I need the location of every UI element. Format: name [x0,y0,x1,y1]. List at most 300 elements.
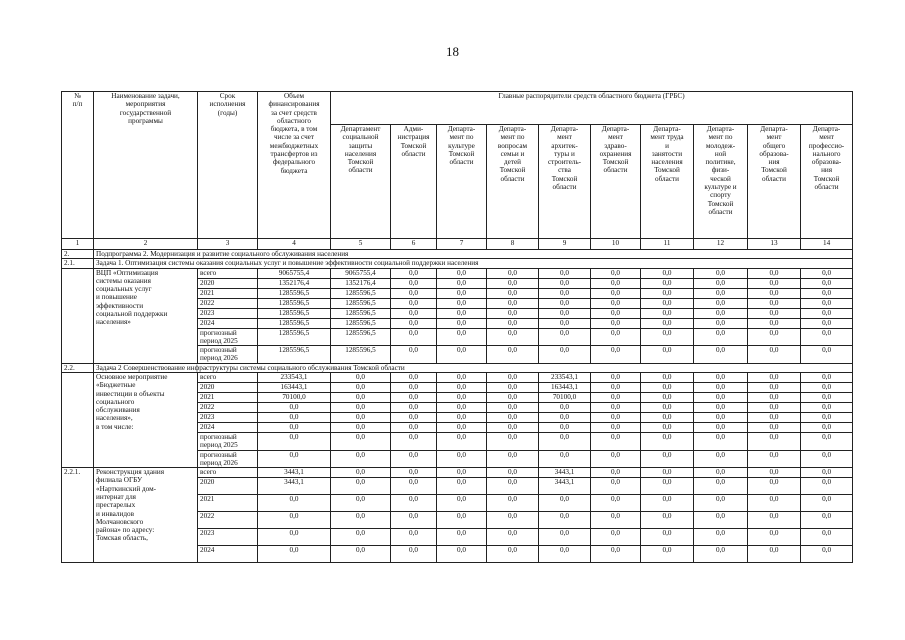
col-number: 5 [331,239,391,250]
grbs-value-cell: 0,0 [801,298,853,308]
grbs-value-cell: 0,0 [539,288,591,298]
grbs-value-cell: 0,0 [391,422,437,432]
grbs-value-cell: 0,0 [539,422,591,432]
grbs-value-cell: 0,0 [487,546,539,563]
grbs-value-cell: 0,0 [694,346,748,364]
grbs-value-cell: 0,0 [331,450,391,468]
grbs-value-cell: 0,0 [391,382,437,392]
measure-name: Основное мероприятие «Бюджетные инвестиции в объекты социального обслуживания населения», в том числе: [94,372,198,467]
grbs-value-cell: 0,0 [391,512,437,529]
grbs-value-cell: 0,0 [591,382,641,392]
grbs-value-cell: 0,0 [801,278,853,288]
subprogram-row [62,250,853,259]
header-volume: Объем финансирования за счет средств областного бюджета, в том числе за счет межбюджетных трансфертов из федерального бюджета [258,92,331,239]
grbs-value-cell: 0,0 [641,512,694,529]
volume-cell: 0,0 [258,495,331,512]
grbs-value-cell: 0,0 [748,278,801,288]
grbs-value-cell: 0,0 [591,278,641,288]
col-number: 10 [591,239,641,250]
grbs-value-cell: 0,0 [641,392,694,402]
grbs-value-cell: 0,0 [591,402,641,412]
grbs-value-cell: 0,0 [801,512,853,529]
volume-cell: 1285596,5 [258,328,331,346]
grbs-value-cell: 0,0 [539,318,591,328]
grbs-value-cell: 1285596,5 [331,346,391,364]
grbs-value-cell: 3443,1 [539,468,591,478]
volume-cell: 0,0 [258,432,331,450]
grbs-value-cell: 3443,1 [539,478,591,495]
grbs-value-cell: 0,0 [391,468,437,478]
grbs-value-cell: 0,0 [487,412,539,422]
grbs-value-cell: 0,0 [694,382,748,392]
grbs-value-cell: 0,0 [487,372,539,382]
term-cell: 2024 [198,318,258,328]
term-cell: прогнозный период 2025 [198,432,258,450]
grbs-value-cell: 0,0 [391,308,437,318]
grbs-value-cell: 0,0 [801,432,853,450]
grbs-value-cell: 0,0 [694,392,748,402]
grbs-value-cell: 0,0 [801,495,853,512]
grbs-value-cell: 0,0 [801,392,853,402]
volume-cell: 70100,0 [258,392,331,402]
row-number: 2.2. [62,363,94,372]
grbs-value-cell: 70100,0 [539,392,591,402]
col-number: 13 [748,239,801,250]
volume-cell: 0,0 [258,450,331,468]
grbs-value-cell: 0,0 [437,372,487,382]
grbs-value-cell: 0,0 [801,546,853,563]
grbs-value-cell: 0,0 [391,450,437,468]
grbs-value-cell: 0,0 [694,450,748,468]
header-grbs-title: Главные распорядители средств областного бюджета (ГРБС) [331,92,853,125]
grbs-value-cell: 1285596,5 [331,298,391,308]
grbs-value-cell: 0,0 [331,478,391,495]
grbs-value-cell: 0,0 [591,318,641,328]
grbs-value-cell: 0,0 [694,412,748,422]
grbs-value-cell: 0,0 [391,402,437,412]
grbs-value-cell: 0,0 [748,529,801,546]
grbs-value-cell: 0,0 [694,512,748,529]
col-number: 9 [539,239,591,250]
page-number: 18 [446,44,459,59]
grbs-value-cell: 0,0 [591,478,641,495]
volume-cell: 0,0 [258,412,331,422]
grbs-value-cell: 0,0 [437,268,487,278]
volume-cell: 0,0 [258,546,331,563]
rec-rows [62,468,853,563]
volume-cell: 1285596,5 [258,308,331,318]
grbs-value-cell: 233543,1 [539,372,591,382]
grbs-value-cell: 0,0 [331,546,391,563]
grbs-value-cell: 0,0 [641,495,694,512]
grbs-value-cell: 0,0 [487,328,539,346]
term-cell: 2023 [198,529,258,546]
row-number: 2. [62,250,94,259]
measure-name: ВЦП «Оптимизация системы оказания социальных услуг и повышение эффективности социальной поддержки населения» [94,268,198,363]
term-cell: прогнозный период 2025 [198,328,258,346]
volume-cell: 1285596,5 [258,288,331,298]
grbs-value-cell: 0,0 [694,495,748,512]
grbs-value-cell: 0,0 [539,402,591,412]
grbs-value-cell: 0,0 [801,288,853,298]
grbs-value-cell: 0,0 [641,278,694,288]
om-rows [62,372,853,467]
grbs-value-cell: 0,0 [641,346,694,364]
grbs-value-cell: 0,0 [694,328,748,346]
grbs-value-cell: 0,0 [391,298,437,308]
grbs-value-cell: 0,0 [641,268,694,278]
grbs-header: Департа- мент профессио- нального образова- ния Томской области [801,125,853,239]
grbs-value-cell: 0,0 [801,402,853,412]
grbs-value-cell: 0,0 [694,298,748,308]
volume-cell: 0,0 [258,512,331,529]
table-row [62,268,853,278]
grbs-header: Департа- мент по молодеж- ной политике, физи- ческой культуре и спорту Томской области [694,125,748,239]
term-cell: 2022 [198,298,258,308]
grbs-value-cell: 0,0 [437,382,487,392]
grbs-value-cell: 0,0 [641,328,694,346]
grbs-value-cell: 0,0 [591,495,641,512]
term-cell: всего [198,468,258,478]
grbs-value-cell: 0,0 [391,372,437,382]
term-cell: 2020 [198,478,258,495]
grbs-value-cell: 0,0 [591,450,641,468]
grbs-value-cell: 0,0 [487,529,539,546]
grbs-value-cell: 0,0 [801,529,853,546]
term-cell: 2022 [198,512,258,529]
grbs-value-cell: 0,0 [748,308,801,318]
grbs-value-cell: 0,0 [487,278,539,288]
task-row [62,259,853,268]
grbs-value-cell: 163443,1 [539,382,591,392]
grbs-value-cell: 0,0 [487,382,539,392]
header-num: № п/п [62,92,94,239]
grbs-header: Департа- мент по культуре Томской области [437,125,487,239]
grbs-value-cell: 0,0 [641,308,694,318]
measure-name: Реконструкция здания филиала ОГБУ «Нарткинский дом- интернат для престарелых и инвалидов Молчановского района» по адресу: Томская область, [94,468,198,563]
grbs-value-cell: 0,0 [694,268,748,278]
col-number: 8 [487,239,539,250]
grbs-value-cell: 0,0 [539,298,591,308]
grbs-value-cell: 0,0 [748,512,801,529]
grbs-value-cell: 1352176,4 [331,278,391,288]
grbs-value-cell: 9065755,4 [331,268,391,278]
grbs-value-cell: 0,0 [694,422,748,432]
grbs-value-cell: 0,0 [437,546,487,563]
grbs-value-cell: 0,0 [539,512,591,529]
grbs-value-cell: 0,0 [694,432,748,450]
grbs-value-cell: 0,0 [748,328,801,346]
grbs-value-cell: 0,0 [801,268,853,278]
grbs-value-cell: 0,0 [391,412,437,422]
term-cell: 2022 [198,402,258,412]
grbs-value-cell: 0,0 [641,318,694,328]
grbs-value-cell: 0,0 [487,432,539,450]
grbs-value-cell: 0,0 [641,546,694,563]
grbs-value-cell: 0,0 [748,546,801,563]
grbs-value-cell: 0,0 [694,278,748,288]
grbs-value-cell: 0,0 [748,298,801,308]
grbs-value-cell: 0,0 [539,495,591,512]
grbs-header: Департа- мент архитек- туры и строитель- ства Томской области [539,125,591,239]
grbs-value-cell: 0,0 [437,318,487,328]
grbs-value-cell: 0,0 [331,495,391,512]
grbs-value-cell: 0,0 [331,372,391,382]
grbs-value-cell: 0,0 [591,412,641,422]
grbs-value-cell: 0,0 [437,412,487,422]
budget-table [61,91,853,563]
grbs-value-cell: 0,0 [641,402,694,412]
col-number: 12 [694,239,748,250]
grbs-value-cell: 0,0 [391,288,437,298]
grbs-value-cell: 1285596,5 [331,288,391,298]
grbs-value-cell: 0,0 [437,402,487,412]
col-number: 1 [62,239,94,250]
grbs-value-cell: 0,0 [391,268,437,278]
grbs-value-cell: 0,0 [539,450,591,468]
grbs-value-cell: 0,0 [391,328,437,346]
grbs-value-cell: 0,0 [591,328,641,346]
grbs-value-cell: 0,0 [539,278,591,288]
grbs-value-cell: 0,0 [641,372,694,382]
column-number-row [62,239,853,250]
grbs-value-cell: 0,0 [641,450,694,468]
grbs-value-cell: 0,0 [391,546,437,563]
grbs-value-cell: 0,0 [801,478,853,495]
term-cell: всего [198,372,258,382]
term-cell: 2021 [198,288,258,298]
term-cell: прогнозный период 2026 [198,450,258,468]
grbs-value-cell: 0,0 [539,346,591,364]
grbs-value-cell: 0,0 [591,298,641,308]
table-row [62,468,853,478]
grbs-value-cell: 0,0 [748,318,801,328]
grbs-value-cell: 0,0 [331,529,391,546]
col-number: 6 [391,239,437,250]
header-term: Срок исполнения (годы) [198,92,258,239]
grbs-value-cell: 0,0 [748,402,801,412]
term-cell: 2023 [198,308,258,318]
grbs-value-cell: 0,0 [437,512,487,529]
grbs-value-cell: 0,0 [801,412,853,422]
grbs-value-cell: 0,0 [748,382,801,392]
grbs-value-cell: 0,0 [539,328,591,346]
grbs-value-cell: 0,0 [591,288,641,298]
grbs-value-cell: 0,0 [694,478,748,495]
grbs-value-cell: 0,0 [641,298,694,308]
grbs-value-cell: 0,0 [801,372,853,382]
grbs-value-cell: 0,0 [591,392,641,402]
grbs-value-cell: 0,0 [487,422,539,432]
volume-cell: 1285596,5 [258,346,331,364]
grbs-value-cell: 0,0 [391,392,437,402]
grbs-header: Департа- мент по вопросам семьи и детей Томской области [487,125,539,239]
grbs-value-cell: 0,0 [748,432,801,450]
grbs-value-cell: 0,0 [487,298,539,308]
grbs-value-cell: 0,0 [437,450,487,468]
col-number: 7 [437,239,487,250]
grbs-value-cell: 0,0 [331,412,391,422]
term-cell: 2020 [198,278,258,288]
grbs-value-cell: 0,0 [331,422,391,432]
grbs-value-cell: 0,0 [437,468,487,478]
grbs-value-cell: 0,0 [539,412,591,422]
grbs-value-cell: 0,0 [748,288,801,298]
grbs-value-cell: 0,0 [801,318,853,328]
grbs-value-cell: 0,0 [641,432,694,450]
grbs-value-cell: 1285596,5 [331,318,391,328]
volume-cell: 3443,1 [258,468,331,478]
grbs-value-cell: 0,0 [437,288,487,298]
volume-cell: 163443,1 [258,382,331,392]
grbs-value-cell: 0,0 [591,529,641,546]
grbs-value-cell: 0,0 [539,432,591,450]
volume-cell: 9065755,4 [258,268,331,278]
grbs-value-cell: 0,0 [487,346,539,364]
row-number [62,268,94,363]
grbs-value-cell: 0,0 [487,392,539,402]
col-number: 11 [641,239,694,250]
table-row [62,372,853,382]
grbs-value-cell: 0,0 [591,372,641,382]
volume-cell: 0,0 [258,402,331,412]
header-name: Наименование задачи, мероприятия государственной программы [94,92,198,239]
grbs-value-cell: 0,0 [591,468,641,478]
term-cell: всего [198,268,258,278]
grbs-value-cell: 0,0 [591,512,641,529]
term-cell: 2024 [198,422,258,432]
grbs-value-cell: 0,0 [801,468,853,478]
grbs-value-cell: 0,0 [591,346,641,364]
grbs-value-cell: 0,0 [487,308,539,318]
grbs-value-cell: 0,0 [539,546,591,563]
grbs-value-cell: 0,0 [331,392,391,402]
grbs-value-cell: 0,0 [437,392,487,402]
grbs-value-cell: 0,0 [539,529,591,546]
grbs-value-cell: 0,0 [391,495,437,512]
grbs-value-cell: 0,0 [801,422,853,432]
grbs-value-cell: 0,0 [641,288,694,298]
term-cell: 2021 [198,495,258,512]
grbs-value-cell: 0,0 [694,529,748,546]
grbs-value-cell: 0,0 [487,402,539,412]
grbs-value-cell: 0,0 [641,422,694,432]
col-number: 2 [94,239,198,250]
grbs-value-cell: 0,0 [437,478,487,495]
grbs-value-cell: 0,0 [694,546,748,563]
grbs-value-cell: 0,0 [539,308,591,318]
grbs-value-cell: 0,0 [391,346,437,364]
grbs-value-cell: 0,0 [748,478,801,495]
volume-cell: 1285596,5 [258,298,331,308]
grbs-value-cell: 0,0 [391,529,437,546]
grbs-value-cell: 0,0 [694,308,748,318]
grbs-value-cell: 0,0 [801,328,853,346]
grbs-value-cell: 1285596,5 [331,308,391,318]
grbs-value-cell: 0,0 [801,382,853,392]
volume-cell: 1352176,4 [258,278,331,288]
row-number: 2.2.1. [62,468,94,563]
term-cell: 2023 [198,412,258,422]
task-title: Задача 1. Оптимизация системы оказания социальных услуг и повышение эффективности социальной поддержки населения [94,259,853,268]
grbs-value-cell: 0,0 [437,495,487,512]
grbs-value-cell: 0,0 [641,478,694,495]
grbs-value-cell: 0,0 [487,450,539,468]
grbs-value-cell: 0,0 [748,450,801,468]
grbs-value-cell: 0,0 [331,432,391,450]
grbs-value-cell: 0,0 [437,529,487,546]
grbs-value-cell: 0,0 [748,495,801,512]
term-cell: 2021 [198,392,258,402]
task-row [62,363,853,372]
grbs-value-cell: 1285596,5 [331,328,391,346]
grbs-value-cell: 0,0 [694,402,748,412]
grbs-value-cell: 0,0 [801,450,853,468]
grbs-header: Департамент социальной защиты населения Томской области [331,125,391,239]
grbs-value-cell: 0,0 [391,478,437,495]
grbs-value-cell: 0,0 [694,318,748,328]
volume-cell: 0,0 [258,422,331,432]
task-title: Задача 2 Совершенствование инфраструктуры системы социального обслуживания Томской области [94,363,853,372]
grbs-value-cell: 0,0 [591,422,641,432]
grbs-value-cell: 0,0 [437,432,487,450]
grbs-header: Адми- нистрация Томской области [391,125,437,239]
volume-cell: 233543,1 [258,372,331,382]
grbs-value-cell: 0,0 [748,372,801,382]
grbs-value-cell: 0,0 [641,382,694,392]
grbs-value-cell: 0,0 [487,468,539,478]
grbs-value-cell: 0,0 [801,308,853,318]
grbs-value-cell: 0,0 [641,412,694,422]
grbs-value-cell: 0,0 [591,308,641,318]
grbs-value-cell: 0,0 [591,268,641,278]
term-cell: 2020 [198,382,258,392]
grbs-value-cell: 0,0 [331,512,391,529]
grbs-value-cell: 0,0 [391,432,437,450]
grbs-value-cell: 0,0 [437,328,487,346]
grbs-value-cell: 0,0 [391,278,437,288]
grbs-value-cell: 0,0 [437,422,487,432]
grbs-value-cell: 0,0 [694,288,748,298]
col-number: 14 [801,239,853,250]
grbs-value-cell: 0,0 [437,346,487,364]
grbs-value-cell: 0,0 [487,478,539,495]
col-number: 4 [258,239,331,250]
subprogram-title: Подпрограмма 2. Модернизация и развитие социального обслуживания населения [94,250,853,259]
grbs-value-cell: 0,0 [331,402,391,412]
grbs-value-cell: 0,0 [539,268,591,278]
vcp-rows [62,268,853,363]
grbs-value-cell: 0,0 [641,529,694,546]
row-number: 2.1. [62,259,94,268]
grbs-header: Департа- мент здраво- охранения Томской области [591,125,641,239]
grbs-value-cell: 0,0 [694,468,748,478]
grbs-value-cell: 0,0 [487,288,539,298]
grbs-value-cell: 0,0 [331,382,391,392]
volume-cell: 3443,1 [258,478,331,495]
grbs-header: Департа- мент общего образова- ния Томской области [748,125,801,239]
grbs-value-cell: 0,0 [694,372,748,382]
grbs-value-cell: 0,0 [641,468,694,478]
grbs-value-cell: 0,0 [331,468,391,478]
grbs-value-cell: 0,0 [748,412,801,422]
volume-cell: 0,0 [258,529,331,546]
volume-cell: 1285596,5 [258,318,331,328]
term-cell: прогнозный период 2026 [198,346,258,364]
grbs-value-cell: 0,0 [391,318,437,328]
grbs-value-cell: 0,0 [748,422,801,432]
grbs-value-cell: 0,0 [748,392,801,402]
